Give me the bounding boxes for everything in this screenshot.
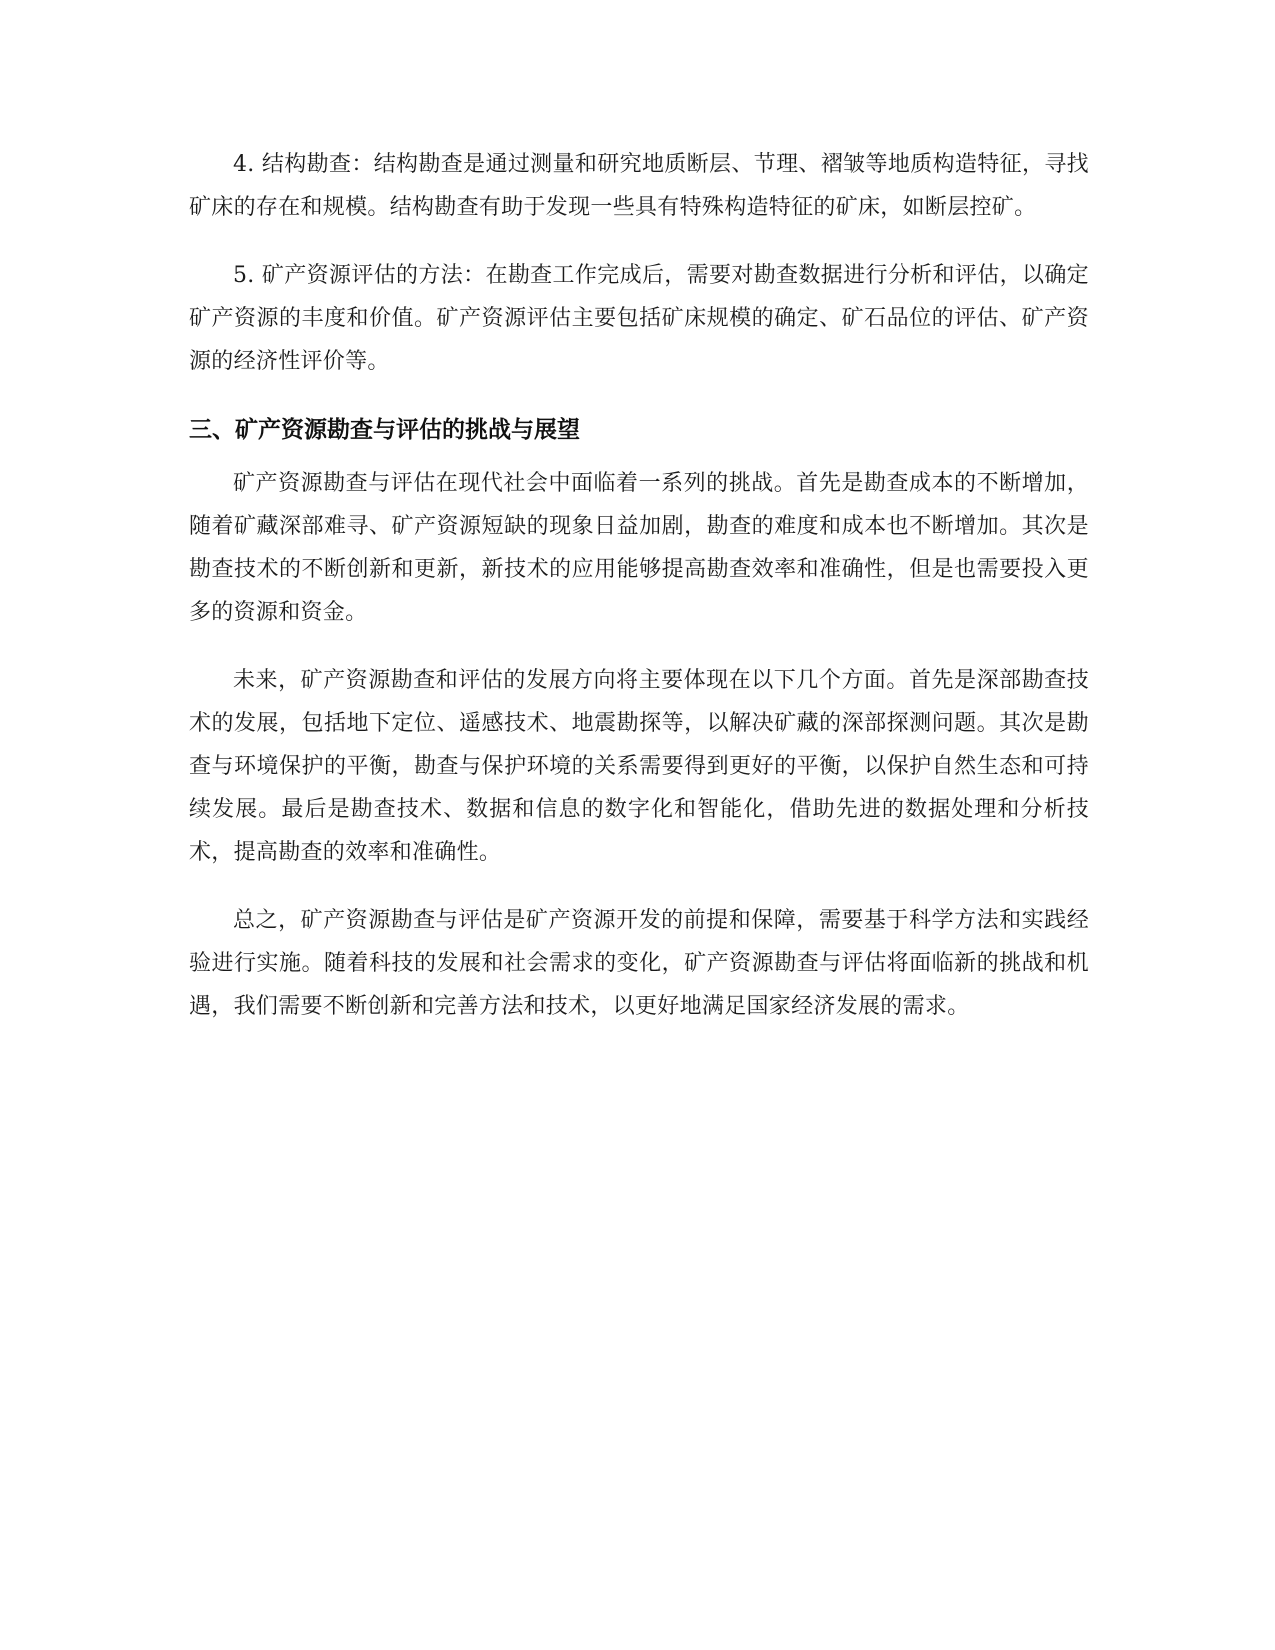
paragraph-structural-survey: 4. 结构勘查：结构勘查是通过测量和研究地质断层、节理、褶皱等地质构造特征，寻找矿床的存在和规模。结构勘查有助于发现一些具有特殊构造特征的矿床，如断层控矿。 — [189, 152, 1089, 220]
paragraph-challenges: 矿产资源勘查与评估在现代社会中面临着一系列的挑战。首先是勘查成本的不断增加，随着矿藏深部难寻、矿产资源短缺的现象日益加剧，勘查的难度和成本也不断增加。其次是勘查技术的不断创新和更新，新技术的应用能够提高勘查效率和准确性，但是也需要投入更多的资源和资金。 — [189, 471, 1089, 625]
document-body — [189, 143, 1089, 1053]
paragraph-conclusion: 总之，矿产资源勘查与评估是矿产资源开发的前提和保障，需要基于科学方法和实践经验进行实施。随着科技的发展和社会需求的变化，矿产资源勘查与评估将面临新的挑战和机遇，我们需要不断创新和完善方法和技术，以更好地满足国家经济发展的需求。 — [189, 908, 1089, 1019]
section-heading: 三、矿产资源勘查与评估的挑战与展望 — [189, 417, 580, 443]
paragraph-assessment-methods: 5. 矿产资源评估的方法：在勘查工作完成后，需要对勘查数据进行分析和评估，以确定矿产资源的丰度和价值。矿产资源评估主要包括矿床规模的确定、矿石品位的评估、矿产资源的经济性评价等。 — [189, 263, 1089, 374]
paragraph-future-outlook: 未来，矿产资源勘查和评估的发展方向将主要体现在以下几个方面。首先是深部勘查技术的发展，包括地下定位、遥感技术、地震勘探等，以解决矿藏的深部探测问题。其次是勘查与环境保护的平衡，勘查与保护环境的关系需要得到更好的平衡，以保护自然生态和可持续发展。最后是勘查技术、数据和信息的数字化和智能化，借助先进的数据处理和分析技术，提高勘查的效率和准确性。 — [189, 668, 1089, 865]
